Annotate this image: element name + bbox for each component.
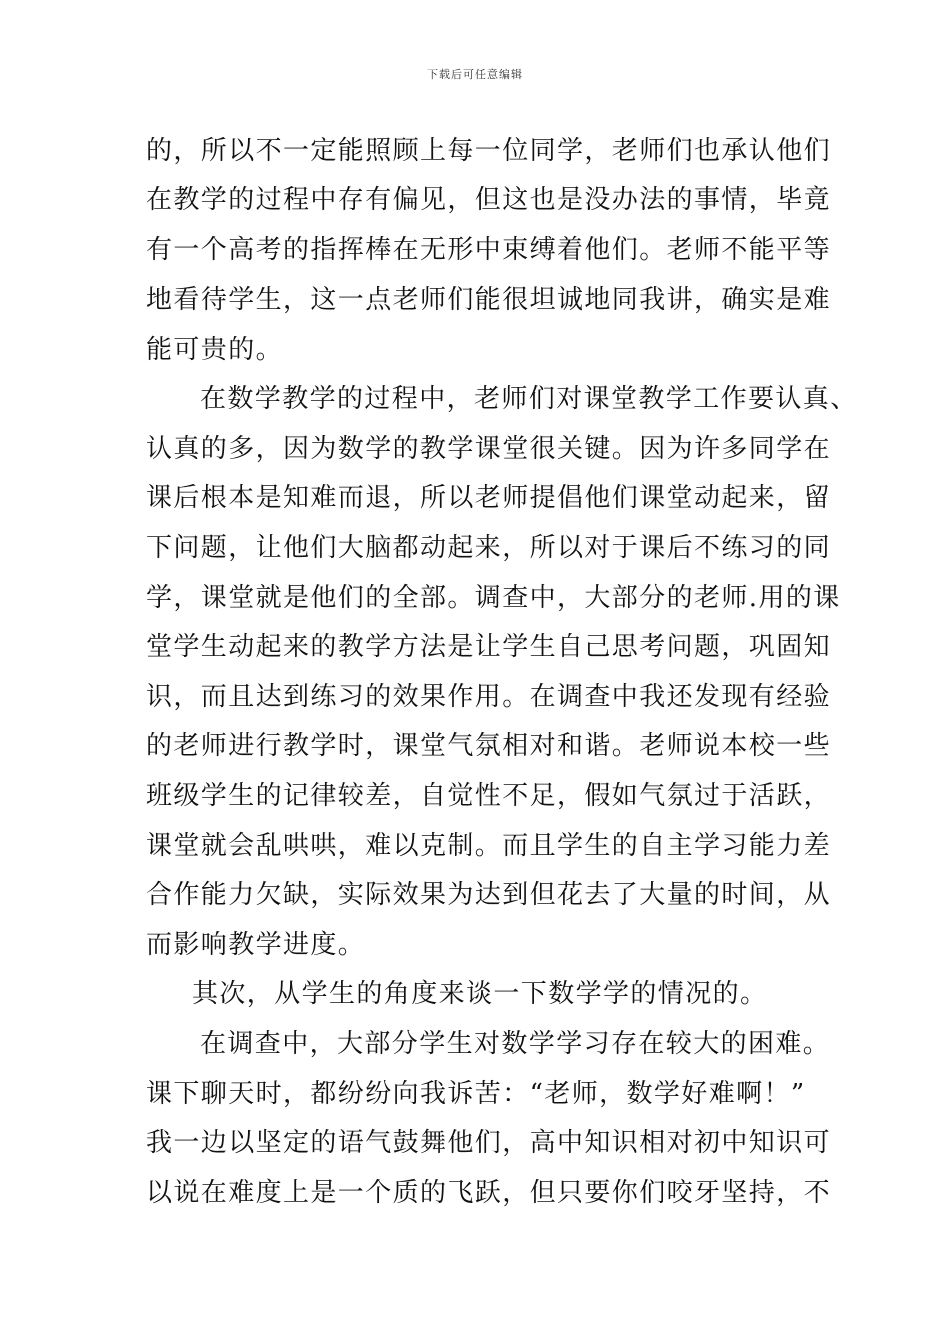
- page-header: 下载后可任意编辑: [427, 68, 523, 81]
- text-line: 学，课堂就是他们的全部。调查中，大部分的老师.用的课: [146, 583, 841, 613]
- text-line: 下问题，让他们大脑都动起来，所以对于课后不练习的同: [146, 533, 832, 563]
- text-line: 课后根本是知难而退，所以老师提倡他们课堂动起来，留: [146, 483, 832, 513]
- text-line: 认真的多，因为数学的教学课堂很关键。因为许多同学在: [146, 434, 832, 464]
- text-line: 有一个高考的指挥棒在无形中束缚着他们。老师不能平等: [146, 235, 832, 265]
- text-line: 其次，从学生的角度来谈一下数学学的情况的。: [192, 979, 768, 1009]
- text-line: 课下聊天时，都纷纷向我诉苦：“老师，数学好难啊！”: [146, 1079, 806, 1109]
- text-line: 的，所以不一定能照顾上每一位同学，老师们也承认他们: [146, 136, 832, 166]
- text-line: 在数学教学的过程中，老师们对课堂教学工作要认真、: [200, 384, 858, 414]
- text-line: 班级学生的记律较差，自觉性不足，假如气氛过于活跃，: [146, 781, 832, 811]
- text-line: 课堂就会乱哄哄，难以克制。而且学生的自主学习能力差: [146, 831, 832, 861]
- text-line: 识，而且达到练习的效果作用。在调查中我还发现有经验: [146, 682, 832, 712]
- text-line: 在调查中，大部分学生对数学学习存在较大的困难。: [200, 1029, 831, 1059]
- text-line: 堂学生动起来的教学方法是让学生自己思考问题，巩固知: [146, 632, 832, 662]
- text-line: 我一边以坚定的语气鼓舞他们，高中知识相对初中知识可: [146, 1128, 832, 1158]
- text-line: 而影响教学进度。: [146, 930, 366, 960]
- text-line: 在教学的过程中存有偏见，但这也是没办法的事情，毕竟: [146, 185, 832, 215]
- text-line: 地看待学生，这一点老师们能很坦诚地同我讲，确实是难: [146, 285, 832, 315]
- text-line: 以说在难度上是一个质的飞跃，但只要你们咬牙坚持，不: [146, 1178, 832, 1208]
- text-line: 合作能力欠缺，实际效果为达到但花去了大量的时间，从: [146, 880, 832, 910]
- text-line: 的老师进行教学时，课堂气氛相对和谐。老师说本校一些: [146, 731, 832, 761]
- text-line: 能可贵的。: [146, 335, 284, 365]
